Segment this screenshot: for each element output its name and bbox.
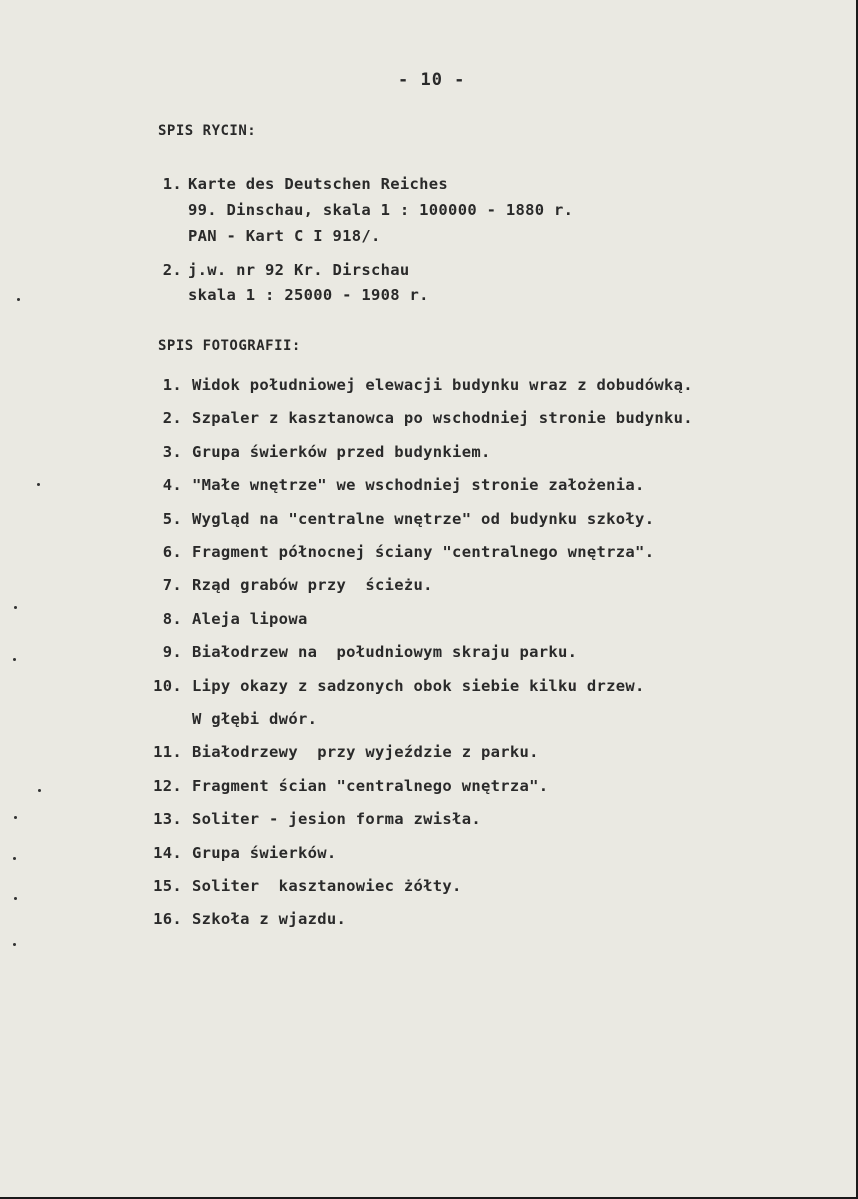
- photo-item-text: Grupa świerków przed budynkiem.: [192, 443, 491, 461]
- figure-item-line: 99. Dinschau, skala 1 : 100000 - 1880 r.: [188, 201, 574, 219]
- margin-dot: [13, 658, 16, 661]
- photo-item-number: 15.: [153, 877, 182, 895]
- photo-item-text: W głębi dwór.: [192, 710, 318, 728]
- figures-heading: SPIS RYCIN:: [158, 123, 257, 139]
- photo-item-text: Szpaler z kasztanowca po wschodniej stronie budynku.: [192, 409, 693, 427]
- photo-item-text: Białodrzew na południowym skraju parku.: [192, 643, 578, 661]
- photo-item-number: 8.: [162, 610, 182, 628]
- photo-item-text: Fragment ścian "centralnego wnętrza".: [192, 777, 549, 795]
- photo-item-number: 10.: [153, 677, 182, 695]
- photo-item-number: 16.: [153, 910, 182, 928]
- figure-item-line: Karte des Deutschen Reiches: [188, 175, 449, 193]
- photo-item-text: Soliter - jesion forma zwisła.: [192, 810, 481, 828]
- photo-item-text: Soliter kasztanowiec żółty.: [192, 877, 462, 895]
- photo-item-text: Widok południowej elewacji budynku wraz z dobudówką.: [192, 376, 693, 394]
- figure-item-number: 2.: [162, 261, 182, 279]
- margin-dot: [13, 943, 16, 946]
- photo-item-number: 13.: [153, 810, 182, 828]
- photo-item-number: 7.: [162, 576, 182, 594]
- photo-item-text: Fragment północnej ściany "centralnego wnętrza".: [192, 543, 655, 561]
- photo-item-text: Wygląd na "centralne wnętrze" od budynku szkoły.: [192, 510, 655, 528]
- photo-item-text: Grupa świerków.: [192, 844, 337, 862]
- photo-item-text: "Małe wnętrze" we wschodniej stronie założenia.: [192, 476, 645, 494]
- page-number: - 10 -: [398, 70, 466, 90]
- figure-item-line: skala 1 : 25000 - 1908 r.: [188, 286, 429, 304]
- margin-dot: [14, 816, 17, 819]
- photo-item-number: 2.: [162, 409, 182, 427]
- photo-item-number: 5.: [162, 510, 182, 528]
- figure-item-line: PAN - Kart C I 918/.: [188, 227, 381, 245]
- photo-item-text: Rząd grabów przy ścieżu.: [192, 576, 433, 594]
- margin-dot: [13, 857, 16, 860]
- photo-item-text: Szkoła z wjazdu.: [192, 910, 347, 928]
- photos-heading: SPIS FOTOGRAFII:: [158, 338, 301, 354]
- margin-dot: [37, 483, 40, 486]
- photo-item-text: Aleja lipowa: [192, 610, 308, 628]
- photo-item-text: Białodrzewy przy wyjeździe z parku.: [192, 743, 539, 761]
- photo-item-number: 11.: [153, 743, 182, 761]
- photo-item-number: 9.: [162, 643, 182, 661]
- photo-item-text: Lipy okazy z sadzonych obok siebie kilku drzew.: [192, 677, 645, 695]
- figure-item-number: 1.: [162, 175, 182, 193]
- photo-item-number: 6.: [162, 543, 182, 561]
- margin-dot: [17, 298, 20, 301]
- photo-item-number: 12.: [153, 777, 182, 795]
- photo-item-number: 3.: [162, 443, 182, 461]
- margin-dot: [14, 606, 17, 609]
- photo-item-number: 1.: [162, 376, 182, 394]
- margin-dot: [38, 789, 41, 792]
- photo-item-number: 4.: [162, 476, 182, 494]
- margin-dot: [14, 897, 17, 900]
- figure-item-line: j.w. nr 92 Kr. Dirschau: [188, 261, 410, 279]
- photo-item-number: 14.: [153, 844, 182, 862]
